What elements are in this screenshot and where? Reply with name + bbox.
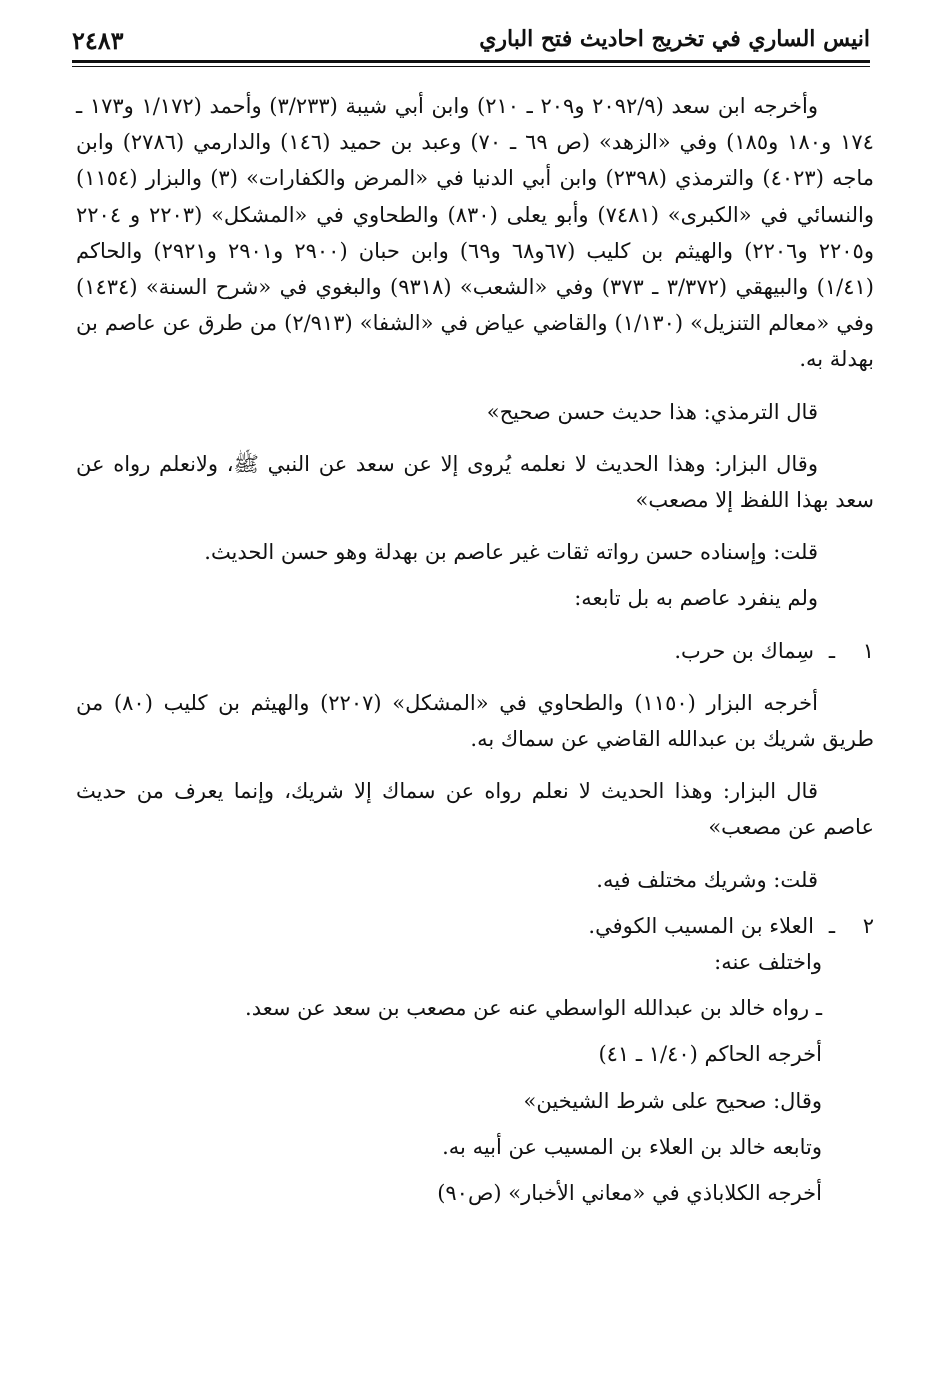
list-item-text: سِماك بن حرب. — [674, 638, 814, 663]
paragraph-simak-takhrij: أخرجه البزار (١١٥٠) والطحاوي في «المشكل» (٢٢٠٧) والهيثم بن كليب (٨٠) من طريق شريك بن عبدالله القاضي عن سماك به. — [76, 690, 874, 752]
paragraph-sharik-comment: قلت: وشريك مختلف فيه. — [596, 867, 818, 892]
page-number: ٢٤٨٣ — [72, 26, 124, 55]
list-item-text: العلاء بن المسيب الكوفي. — [588, 913, 814, 938]
page-body — [76, 88, 874, 1211]
paragraph-bazzar-simak-quote: قال البزار: وهذا الحديث لا نعلم رواه عن سماك إلا شريك، وإنما يعرف من حديث عاصم عن مصعب» — [76, 779, 874, 840]
list-item-simak — [76, 633, 874, 669]
paragraph-hakim-quote: وقال: صحيح على شرط الشيخين» — [523, 1088, 822, 1113]
paragraph-hakim-takhrij: أخرجه الحاكم (١/٤٠ ـ ٤١) — [598, 1042, 822, 1067]
paragraph-tirmidhi-quote: قال الترمذي: هذا حديث حسن صحيح» — [486, 399, 818, 424]
list-item-dash: ـ — [828, 913, 836, 938]
list-item-ala — [76, 908, 874, 944]
header-rule-thick — [72, 60, 870, 63]
paragraph-author-comment: قلت: وإسناده حسن رواته ثقات غير عاصم بن بهدلة وهو حسن الحديث. — [204, 540, 818, 565]
header-rule-thin — [72, 66, 870, 67]
paragraph-kalabadhi-takhrij: أخرجه الكلاباذي في «معاني الأخبار» (ص٩٠) — [437, 1181, 822, 1206]
list-item-number: ١ — [862, 638, 874, 663]
list-item-dash: ـ — [828, 638, 836, 663]
paragraph-mutaba: وتابعه خالد بن العلاء بن المسيب عن أبيه به. — [442, 1134, 822, 1159]
list-item-number: ٢ — [862, 913, 874, 938]
paragraph-khalid-riwaya: ـ رواه خالد بن عبدالله الواسطي عنه عن مصعب بن سعد عن سعد. — [245, 996, 822, 1021]
paragraph-followers-intro: ولم ينفرد عاصم به بل تابعه: — [574, 586, 818, 611]
running-title: انيس الساري في تخريج احاديث فتح الباري — [479, 26, 870, 52]
paragraph-ikhtilaf: واختلف عنه: — [714, 950, 822, 975]
paragraph-takhrij: وأخرجه ابن سعد (٢/٩‏‏‏‏‏‏٢٠٩ و٢٠٩ ـ ٢١٠) وابن أبي شيبة (٣/٢٣٣) وأحمد (١/١٧٢ و١٧٣ ـ ١٧٤ و١٨٠ و١٨٥) وفي «الزهد» (ص ٦٩ ـ ٧٠) وعبد بن حميد (١٤٦) والدارمي (٢٧٨٦) وابن ماجه (٤٠٢٣) والترمذي (٢٣٩٨) وابن أبي الدنيا في «المرض والكفارات» (٣) والبزار (١١٥٤) والنسائي في «الكبرى» (٧٤٨١) وأبو يعلى (٨٣٠) والطحاوي في «المشكل» (٢٢٠٣ و ٢٢٠٤ و٢٢٠٥ و٢٢٠٦) والهيثم بن كليب (٦٧و٦٨ و٦٩) وابن حبان (٢٩٠٠ و٢٩٠١ و٢٩٢١) والحاكم (١/٤١) والبيهقي (٣/٣٧٢ ـ ٣٧٣) وفي «الشعب» (٩٣١٨) والبغوي في «شرح السنة» (١٤٣٤) وفي «معالم التنزيل» (١/١٣٠) والقاضي عياض في «الشفا» (٢/٩١٣) من طرق عن عاصم بن بهدلة به. — [76, 94, 875, 372]
paragraph-bazzar-quote: وقال البزار: وهذا الحديث لا نعلمه يُروى إلا عن سعد عن النبي ﷺ، ولانعلم رواه عن سعد بهذا اللفظ إلا مصعب» — [76, 451, 874, 513]
